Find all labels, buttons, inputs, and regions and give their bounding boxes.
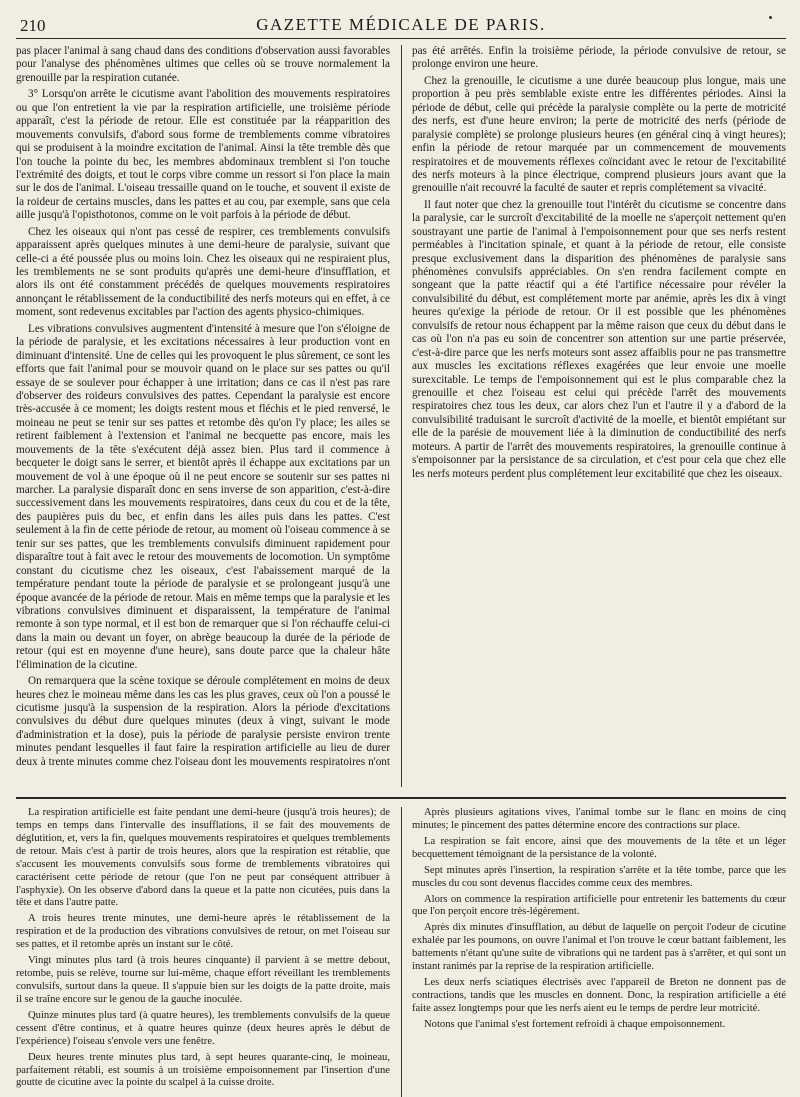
note-paragraph: La respiration artificielle est faite pendant une demi-heure (jusqu'à trois heures); de temps en temps dans l'intervalle des insufflations, il se fait des mouvements de déglutition, et, vers la fin, quelques mouvements respiratoires et quelques tremblements de retour. Mais c'est à partir de trois heures, alors que la respiration est rétablie, que s'accusent les mouvements convulsifs sous forme de tremblements vibratoires qui caractérisent cette période de retour (que l'on ne peut par conséquent attribuer à l'asphyxie). On les observe d'abord dans la queue et la patte non cicutées, puis dans la tête et dans l'autre patte. (16, 807, 390, 909)
note-paragraph: Deux heures trente minutes plus tard, à sept heures quarante-cinq, le moineau, parfaitement rétabli, est soumis à un troisième empoisonnement par l'insertion d'une goutte de cicutine avec la pointe du scalpel à la cuisse droite. (16, 1051, 390, 1089)
paragraph: Chez les oiseaux qui n'ont pas cessé de respirer, ces tremblements convulsifs apparaissent après quelques minutes à une demi-heure de paralysie, suivant que celle-ci a été poussée plus ou moins loin. Chez les oiseaux qui ne respiraient plus, les tremblements ne se sont produits qu'après une demi-heure d'insufflation, et alors ils ont été constamment précédés de quelques mouvements respiratoires annonçant le rétablissement de la conductibilité des nerfs moteurs qui en effet, à ce moment, sont redevenus excitables par l'action des agents physico-chimiques. (16, 225, 390, 319)
paragraph: Il faut noter que chez la grenouille tout l'intérêt du cicutisme se concentre dans la paralysie, car le surcroît d'excitabilité de la moelle ne s'aperçoit nettement qu'en soustrayant une partie de l'animal à l'empoisonnement pour que ses nerfs restent perméables à l'incitation spinale, et quant à la période de retour, elle consiste presque exclusivement dans la disparition des phénomènes de paralysie sans phénomènes convulsifs appréciables. On s'en rendra facilement compte en songeant que la patte réactif qui a été l'artifice nécessaire pour révéler la convulsibilité du début, est complétement morte par anémie, après les dix à vingt heures qu'exige la période de retour. Or il est possible que les phénomènes convulsifs de retour nous échappent par la même raison que ceux du début dans le cas où l'on n'a pas eu soin de concentrer son attention sur une partie préservée, c'est-à-dire parce que les nerfs moteurs sont assez affaiblis pour ne pas transmettre aux muscles les excitations réflexes exagérées que leur envoie une moelle surexcitable. Le temps de l'empoisonnement qui est le plus comparable chez la grenouille et chez l'oiseau est celui qui précède l'arrêt des mouvements respiratoires chez tous les deux, car alors chez l'un et l'autre il y a d'abord de la convulsibilité traduisant le surcroît d'activité de la moelle, et bientôt empiétant sur elle de la parésie de mouvement liée à la diminution de conductibilité des nerfs moteurs. A partir de l'arrêt des mouvements respiratoires, la grenouille continue à s'empoisonner par la persistance de sa circulation, et c'est pour cela que chez elle les nerfs moteurs perdent plus complétement leur excitabilité que chez les oiseaux. (412, 198, 786, 480)
section-divider (16, 797, 786, 799)
note-paragraph: Vingt minutes plus tard (à trois heures cinquante) il parvient à se mettre debout, retombe, puis se relève, tourne sur lui-même, chaque effort réveillant les tremblements convulsifs, surtout dans la queue. Il s'appuie bien sur les doigts de la patte droite, mais il se traîne encore sur le genou de la gauche inoculée. (16, 955, 390, 1005)
paragraph: On remarquera que la scène toxique se déroule complétement en moins de deux heures chez le moineau même dans les cas les plus graves, ceux où l'on a poussé le cicutisme jusqu'à la suspension de la respiration. Alors la période d'excitations convulsives du début dure quelques minutes (deux à vingt, suivant le mode d'administration et la dose), puis la période de paralysie persiste environ trente minutes pendant lesquelles il faut faire la respiration artificielle au lieu de durer deux à trente minutes comme chez l'oiseau dont les mouvements respiratoires n'ont pas été arrêtés. Enfin la troisième période, la période convulsive de retour, se prolonge environ une heure. (16, 45, 786, 768)
note-paragraph: La respiration se fait encore, ainsi que des mouvements de la tête et un léger becquettement témoignant de la persistance de la volonté. (412, 835, 786, 860)
note-paragraph: Quinze minutes plus tard (à quatre heures), les tremblements convulsifs de la queue cessent d'être continus, et à quatre heures quinze (deux heures après le début de l'expérience) l'oiseau s'envole vers une fenêtre. (16, 1009, 390, 1047)
main-text-columns (16, 45, 786, 787)
paragraph: 3° Lorsqu'on arrête le cicutisme avant l'abolition des mouvements respiratoires ou que l'on entretient la vie par la respiration artificielle, une troisième période apparaît, c'est la période de retour. Elle est constituée par la réapparition des mouvements convulsifs, d'abord sous forme de tremblements comme vibratoires qui se produisent à la moindre excitation de l'animal. Ainsi la tête tremble dès que l'on touche la pointe du bec, les membres abdominaux tremblent si l'on touche l'extrémité des doigts, et tout le corps vibre comme un ressort si l'on place la main sur le dos de l'animal. L'oiseau tressaille quand on le touche, et souvent il existe de la roideur de certains muscles, dans les pattes et au cou, par exemple, sans que cela aille jusqu'à l'opisthotonos, comme on le voit parfois à la période de début. (16, 88, 390, 222)
note-paragraph: Sept minutes après l'insertion, la respiration s'arrête et la tête tombe, parce que les muscles du cou sont devenus flaccides comme ceux des membres. (412, 864, 786, 889)
note-paragraph: Après plusieurs agitations vives, l'animal tombe sur le flanc en moins de cinq minutes; le pincement des pattes détermine encore des contractions sur place. (412, 807, 786, 831)
paragraph: Les vibrations convulsives augmentent d'intensité à mesure que l'on s'éloigne de la période de paralysie, et les excitations nécessaires à leur production vont en diminuant d'intensité. Une de celles qui les provoquent le plus sûrement, ce sont les efforts que fait l'animal pour se mouvoir quand on le place sur ses pattes ou qu'il essaye de se soulever pour échapper à une irritation; dans ce cas il n'est pas rare d'observer des roideurs convulsives des pattes. Cependant la paralysie est encore très-accusée à ce moment; les doigts restent mous et fléchis et le pied renversé, le moineau ne peut se tenir sur ses pattes et retombe dès qu'on l'y place; les ailes se retirent faiblement à l'extension et l'animal ne becquette pas encore, mais les mouvements de la tête s'exécutent déjà assez bien. Plus tard il commence à becqueter le doigt sans le serrer, et bientôt après il échappe aux excitations par un mouvement de vol à une époque où il ne peut encore se soutenir sur ses pattes ni marcher. La paralysie disparaît donc en sens inverse de son apparition, c'est-à-dire successivement dans les mouvements respiratoires, dans ceux du cou et de la tête, des paupières puis du bec, et enfin dans les ailes puis dans les pattes. C'est seulement à la fin de cette période de retour, au moment où l'oiseau commence à se tenir sur ses pattes, que les tremblements convulsifs diminuent rapidement pour disparaître tout à fait avec le retour des mouvements de locomotion. Un symptôme constant du cicutisme chez les oiseaux, c'est l'abaissement marqué de la température pendant toute la période de paralysie et se prolongeant jusqu'à une époque avancée de la période de retour. Mais en même temps que la paralysie et les vibrations convulsives diminuent et disparaissent, la température de l'animal remonte à son type normal, et il est bon de remarquer que si l'on réchauffe celui-ci dans la main ou devant un foyer, on abrège beaucoup la durée de la période de retour (qui est en moyenne d'une heure), sans doute parce que la chaleur hâte l'élimination de la cicutine. (16, 322, 391, 671)
note-paragraph: Les deux nerfs sciatiques électrisés avec l'appareil de Breton ne donnent pas de contractions, tandis que les muscles en donnent. Donc, la respiration artificielle a été faite assez longtemps pour que les nerfs aient eu le temps de perdre leur motricité. (412, 977, 786, 1014)
note-paragraph: A trois heures trente minutes, une demi-heure après le rétablissement de la respiration et de la production des vibrations convulsives de retour, on met l'oiseau sur ses pattes, et il retombe après un instant sur le côté. (16, 913, 390, 951)
page-header (16, 12, 786, 39)
note-paragraph: Après dix minutes d'insufflation, au début de laquelle on perçoit l'odeur de cicutine exhalée par les poumons, on ouvre l'animal et l'on trouve le cœur battant faiblement, les battements n'étant qu'une suite de vibrations qui ne tardent pas à s'arrêter, et qui sont un instant ranimés par la reprise de la respiration artificielle. (412, 922, 786, 973)
journal-title: GAZETTE MÉDICALE DE PARIS. (256, 15, 546, 34)
paragraph: pas placer l'animal à sang chaud dans des conditions d'observation aussi favorables pour l'analyse des phénomènes ultimes que celles où se trouve normalement la grenouille par la respiration cutanée. (16, 45, 390, 84)
notes-text-columns (16, 807, 786, 1097)
note-paragraph: Alors on commence la respiration artificielle pour entretenir les battements du cœur que l'on perçoit encore très-légèrement. (412, 893, 786, 918)
paragraph: Chez la grenouille, le cicutisme a une durée beaucoup plus longue, mais une proportion à peu près semblable existe entre les différentes périodes. Ainsi la période de début, celle qui précède la paralysie complète ou la perte de motricité des nerfs, est d'une heure environ; la perte de motricité des nerfs (période de paralysie complète) se prolonge plusieurs heures (en général cinq à vingt heures); enfin la période de retour marquée par un commencement de mouvements respiratoires et de mouvements réflexes coïncidant avec le retour de l'excitabilité des nerfs moteurs à la pince électrique, comprend plusieurs jours avant que la grenouille n'ait recouvré la faculté de sauter et repris complétement sa vivacité. (412, 74, 786, 195)
note-paragraph: Notons que l'animal s'est fortement refroidi à chaque empoisonnement. (424, 1018, 726, 1030)
page-number: 210 (20, 16, 46, 35)
